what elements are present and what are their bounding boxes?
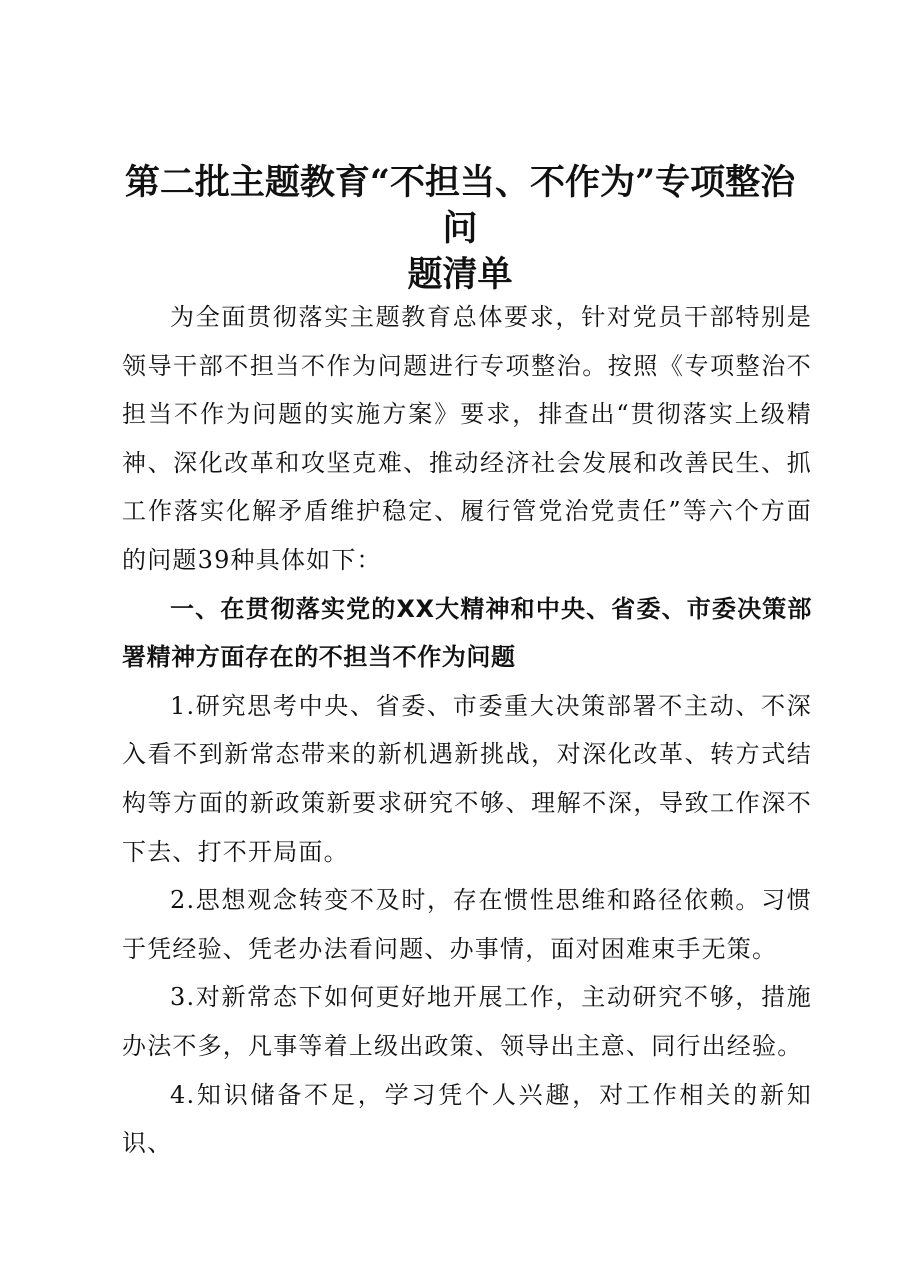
list-item-1: 1.研究思考中央、省委、市委重大决策部署不主动、不深入看不到新常态带来的新机遇新挑战，对深化改革、转方式结构等方面的新政策新要求研究不够、理解不深，导致工作深不下去、打不开局面。 [122,691,812,866]
section-heading-1: 一、在贯彻落实党的XX大精神和中央、省委、市委决策部署精神方面存在的不担当不作为问题 [122,594,812,672]
list-item-4: 4.知识储备不足，学习凭个人兴趣，对工作相关的新知识、 [122,1080,812,1158]
document-body [122,293,812,1168]
list-item-3: 3.对新常态下如何更好地开展工作，主动研究不够，措施办法不多，凡事等着上级出政策、领导出主意、同行出经验。 [122,983,812,1060]
title-line-2: 题清单 [407,254,513,295]
list-item-2: 2.思想观念转变不及时，存在惯性思维和路径依赖。习惯于凭经验、凭老办法看问题、办事情，面对困难束手无策。 [122,886,812,963]
title-line-1: 第二批主题教育“不担当、不作为”专项整治问 [124,162,796,249]
document-title [110,160,810,298]
intro-paragraph: 为全面贯彻落实主题教育总体要求，针对党员干部特别是领导干部不担当不作为问题进行专项整治。按照《专项整治不担当不作为问题的实施方案》要求，排查出“贯彻落实上级精神、深化改革和攻坚克难、推动经济社会发展和改善民生、抓工作落实化解矛盾维护稳定、履行管党治党责任”等六个方面的问题39种具体如下： [122,303,812,574]
